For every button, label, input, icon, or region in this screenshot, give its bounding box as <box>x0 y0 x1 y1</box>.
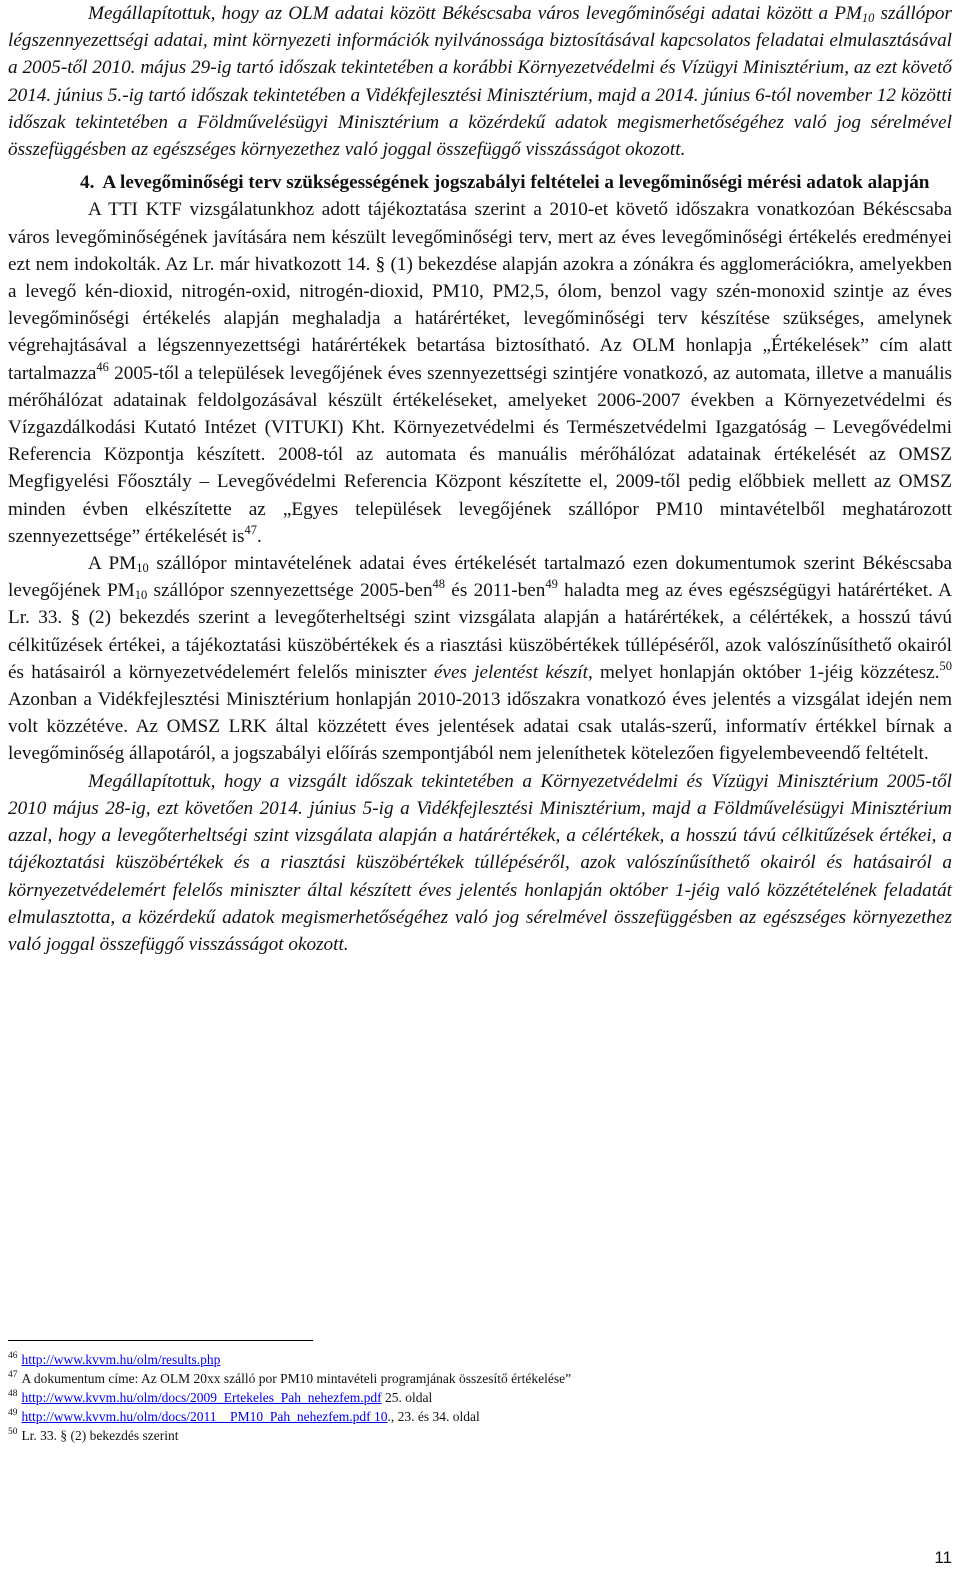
footnote-link[interactable]: http://www.kvvm.hu/olm/docs/2011__PM10_Pah_nehezfem.pdf 10 <box>21 1409 388 1424</box>
footnote-ref[interactable]: 48 <box>432 577 445 592</box>
paragraph-finding-1: Megállapítottuk, hogy az OLM adatai között Békéscsaba város levegőminőségi adatai között a $PM_{10}$ szállópor légszennyezettségi adatai, mint környezeti információk nyilvánossága biztosításával kapcsolatos feladatai elmulasztásával a 2005-től 2010. május 29-ig tartó időszak tekintetében a korábbi Környezetvédelmi és Vízügyi Minisztérium, az ezt követő 2014. június 5.-ig tartó időszak tekintetében a Vidékfejlesztési Minisztérium, majd a 2014. június 6-tól november 12 közötti időszak tekintetében a Földművelésügyi Minisztérium a közérdekű adatok megismerhetőségéhez való jog sérelmével összefüggésben az egészséges környezethez való joggal összefüggő visszásságot okozott. <box>8 3 952 161</box>
footnote-49: $^{49}$ http://www.kvvm.hu/olm/docs/2011__PM10_Pah_nehezfem.pdf 10., 23. és 34. oldal <box>8 1408 480 1424</box>
footnote-ref[interactable]: 49 <box>545 577 558 592</box>
section-title: A levegőminőségi terv szükségességének jogszabályi feltételei a levegőminőségi mérési adatok alapján <box>102 172 930 194</box>
paragraph-finding-2: Megállapítottuk, hogy a vizsgált időszak tekintetében a Környezetvédelmi és Vízügyi Minisztérium 2005-től 2010 május 28-ig, ezt követően 2014. június 5-ig a Vidékfejlesztési Minisztérium, majd a Földművelésügyi Minisztérium azzal, hogy a levegőterheltségi szint vizsgálata alapján a határértékek, a célértékek, a hosszú távú célkitűzések értékei, a tájékoztatási küszöbértékek és a riasztási küszöbértékek túllépéséről, azok valószínűsíthető okairól és hatásairól a környezetvédelemért felelős miniszter által készített éves jelentés honlapján október 1-jéig való közzétételének feladatát elmulasztotta, a közérdekű adatok megismerhetőségéhez való jog sérelmével összefüggésben az egészséges környezethez való joggal összefüggő visszásságot okozott. <box>8 770 952 955</box>
document-page <box>8 0 952 1443</box>
footnote-48: $^{48}$ http://www.kvvm.hu/olm/docs/2009_Ertekeles_Pah_nehezfem.pdf 25. oldal <box>8 1389 433 1405</box>
paragraph-body-2: A $PM_{10}$ szállópor mintavételének adatai éves értékelését tartalmazó ezen dokumentumok szerint Békéscsaba levegőjének $PM_{10}$ szállópor szennyezettsége 2005-ben$^{48}$ és 2011-ben$^{49}$ haladta meg az éves egészségügyi határértéket. A Lr. 33. § (2) bekezdés szerint a levegőterheltségi szint vizsgálata alapján a határértékek, a célértékek, a hosszú távú célkitűzések értékei, a tájékoztatási küszöbértékek és a riasztási küszöbértékek túllépéséről, azok valószínűsíthető okairól és hatásairól a környezetvédelemért felelős miniszter éves jelentést készít, melyet honlapján október 1-jéig közzétesz.$^{50}$ Azonban a Vidékfejlesztési Minisztérium honlapján 2010-2013 időszakra vonatkozó éves jelentés a vizsgálat idején nem volt közzétéve. Az OMSZ LRK által közzétett éves jelentések adatai csak utalás-szerű, informatív értékkel bírnak a levegőminőség állapotáról, a jogszabályi előírás szempontjából nem jeleníthetek kötelezően figyelembeveendő feltételt. <box>8 553 952 765</box>
footnote-link[interactable]: http://www.kvvm.hu/olm/docs/2009_Ertekeles_Pah_nehezfem.pdf <box>21 1390 382 1405</box>
paragraph-body-1: A TTI KTF vizsgálatunkhoz adott tájékoztatása szerint a 2010-et követő időszakra vonatkozóan Békéscsaba város levegőminőségének javítására nem készült levegőminőségi terv, mert az éves levegőminőségi értékelés eredményei ezt nem indokolták. Az Lr. már hivatkozott 14. § (1) bekezdése alapján azokra a zónákra és agglomerációkra, amelyekben a levegő kén-dioxid, nitrogén-oxid, nitrogén-dioxid, PM10, PM2,5, ólom, benzol vagy szén-monoxid szintje az éves levegőminőségi értékelés alapján meghaladja a határértéket, levegőminőségi terv készítése szükséges, amelynek végrehajtásával a légszennyezettségi határértékek betartása biztosítható. Az OLM honlapja „Értékelések” cím alatt tartalmazza$^{46}$ 2005-től a települések levegőjének éves szennyezettségi szintjére vonatkozó, az automata, illetve a manuális mérőhálózat adatainak feldolgozásával készült értékeléseket, amelyeket 2006-2007 években a Környezetvédelmi és Vízgazdálkodási Kutató Intézet (VITUKI) Kht. Környezetvédelmi és Természetvédelmi Igazgatóság – Levegővédelmi Referencia Központja készített. 2008-tól az automata és manuális mérőhálózat adatainak értékelését az OMSZ Megfigyelési Főosztály – Levegővédelmi Referencia Központ készítette el, 2009-től pedig előbbiek mellett az OMSZ minden évben elkészítette az „Egyes települések levegőjének szállópor PM10 mintavételből meghatározott szennyezettsége” értékelését $is^{47}$. <box>8 199 952 547</box>
footnote-50: $^{50}$ Lr. 33. § (2) bekezdés szerint <box>8 1427 179 1443</box>
footnote-46: $^{46}$ http://www.kvvm.hu/olm/results.php <box>8 1351 221 1367</box>
section-number: 4. <box>80 172 95 194</box>
footnote-separator <box>8 1340 313 1341</box>
page-number: 11 <box>934 1548 952 1567</box>
footnotes <box>8 1350 952 1445</box>
section-heading <box>8 169 952 196</box>
footnote-ref[interactable]: 50 <box>939 658 952 673</box>
footnote-ref[interactable]: 47 <box>244 522 257 537</box>
footnote-47: $^{47}$ A dokumentum címe: Az OLM 20xx szálló por PM10 mintavételi programjának összesítő értékelése” <box>8 1370 572 1386</box>
footnote-ref[interactable]: 46 <box>96 359 109 374</box>
footnote-link[interactable]: http://www.kvvm.hu/olm/results.php <box>21 1352 221 1367</box>
